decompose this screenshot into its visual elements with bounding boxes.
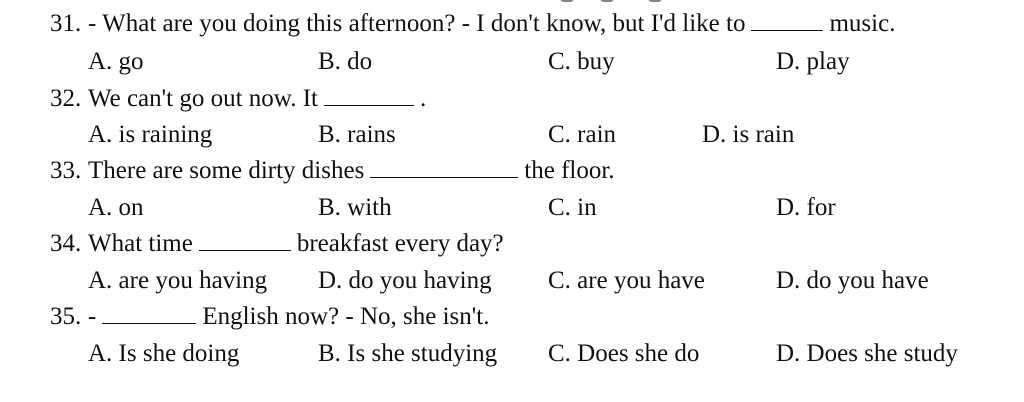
question-text: English now? - No, she isn't. <box>202 303 490 330</box>
question-number: 34. <box>50 230 82 257</box>
option-b[interactable]: B. with <box>318 194 392 221</box>
question-35 <box>50 302 489 332</box>
question-33 <box>50 156 615 186</box>
option-b[interactable]: D. do you having <box>318 267 492 294</box>
question-32 <box>50 84 426 114</box>
question-text: - What are you doing this afternoon? - I don't know, but I'd like to <box>88 10 746 37</box>
question-text: What time <box>88 230 193 257</box>
option-c[interactable]: C. are you have <box>548 267 705 294</box>
option-a[interactable]: A. go <box>88 48 144 75</box>
answer-blank[interactable] <box>751 10 823 31</box>
question-number: 35. <box>50 303 82 330</box>
question-text: music. <box>829 10 896 37</box>
option-d[interactable]: D. Does she study <box>776 340 958 367</box>
option-a[interactable]: A. Is she doing <box>88 340 240 367</box>
question-34 <box>50 229 504 259</box>
option-d[interactable]: D. is rain <box>702 121 795 148</box>
answer-blank[interactable] <box>199 230 291 251</box>
question-text: breakfast every day? <box>296 230 504 257</box>
answer-blank[interactable] <box>102 303 196 324</box>
option-c[interactable]: C. in <box>548 194 597 221</box>
cropped-previous-line <box>0 0 1024 2</box>
question-number: 31. <box>50 10 82 37</box>
question-text: There are some dirty dishes <box>88 157 365 184</box>
option-b[interactable]: B. Is she studying <box>318 340 498 367</box>
question-text: - <box>88 303 97 330</box>
option-c[interactable]: C. rain <box>548 121 617 148</box>
option-d[interactable]: D. play <box>776 48 850 75</box>
option-a[interactable]: A. on <box>88 194 144 221</box>
question-31 <box>50 9 895 39</box>
option-c[interactable]: C. Does she do <box>548 340 700 367</box>
question-text: We can't go out now. It <box>88 85 318 112</box>
option-d[interactable]: D. for <box>776 194 836 221</box>
question-text: . <box>419 85 427 112</box>
option-d[interactable]: D. do you have <box>776 267 929 294</box>
option-c[interactable]: C. buy <box>548 48 615 75</box>
option-a[interactable]: A. are you having <box>88 267 268 294</box>
question-number: 33. <box>50 157 82 184</box>
option-b[interactable]: B. do <box>318 48 373 75</box>
answer-blank[interactable] <box>370 157 518 178</box>
answer-blank[interactable] <box>324 85 414 106</box>
option-a[interactable]: A. is raining <box>88 121 213 148</box>
question-text: the floor. <box>524 157 615 184</box>
option-b[interactable]: B. rains <box>318 121 396 148</box>
question-number: 32. <box>50 85 82 112</box>
